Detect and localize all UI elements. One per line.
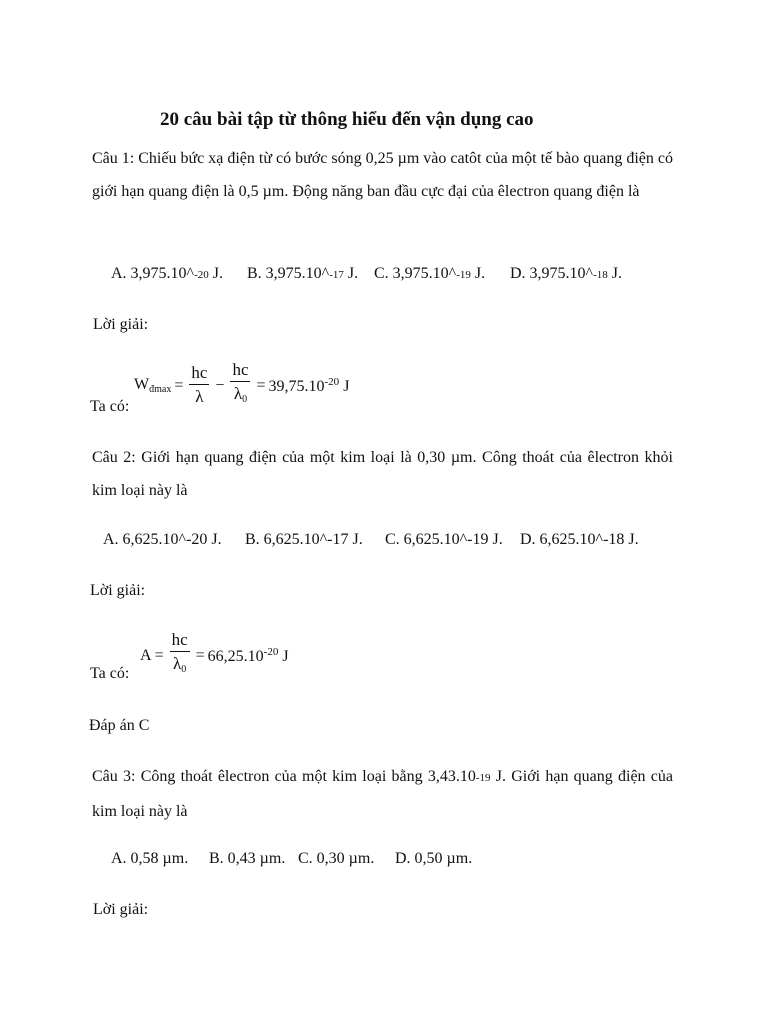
- equals-sign: =: [174, 376, 184, 394]
- question-1-taco: Ta có:: [90, 398, 130, 415]
- question-2-taco: Ta có:: [90, 665, 130, 682]
- question-1-option-c: C. 3,975.10^-19 J.: [374, 265, 486, 282]
- formula-result: $66,25.10^{-20}$ J: [207, 645, 289, 665]
- question-3-option-d: D. 0,50 µm.: [395, 850, 473, 867]
- question-3-option-c: C. 0,30 µm.: [298, 850, 375, 867]
- question-1-solution-label: Lời giải:: [93, 316, 149, 333]
- formula-result: $39,75.10^{-20}$ J: [268, 375, 350, 395]
- question-2-text: Câu 2: Giới hạn quang điện của một kim loại là 0,30 µm. Công thoát của êlectron khỏi kim loại này là: [92, 449, 673, 499]
- equals-sign: =: [154, 646, 164, 664]
- question-2-option-d: D. 6,625.10^-18 J.: [520, 531, 639, 548]
- formula-lhs: Wđmax: [134, 376, 172, 395]
- question-2-solution-label: Lời giải:: [90, 582, 146, 599]
- question-2-option-a: A. 6,625.10^-20 J.: [103, 531, 222, 548]
- question-1-formula: [134, 360, 349, 411]
- question-1-option-b: B. 3,975.10^-17 J.: [247, 265, 359, 282]
- formula-lhs: A: [140, 646, 152, 664]
- fraction-hc-lambda0: $\frac{hc}{\lambda 0}$: [171, 630, 188, 675]
- question-2-option-c: C. 6,625.10^-19 J.: [385, 531, 503, 548]
- question-3-text: Câu 3: Công thoát êlectron của một kim loại bằng 3,43.10-19 J. Giới hạn quang điện của kim loại này là: [92, 768, 673, 820]
- question-1-option-d: D. 3,975.10^-18 J.: [510, 265, 622, 282]
- minus-sign: −: [215, 376, 225, 394]
- question-3-solution-label: Lời giải:: [93, 901, 149, 918]
- question-2-option-b: B. 6,625.10^-17 J.: [245, 531, 363, 548]
- question-2-answer: Đáp án C: [89, 717, 150, 734]
- question-1-option-a: A. 3,975.10^-20 J.: [111, 265, 223, 282]
- fraction-hc-lambda: $\frac{hc}{\lambda}$: [191, 363, 208, 406]
- question-3-option-b: B. 0,43 µm.: [209, 850, 286, 867]
- question-2-formula: [140, 630, 289, 681]
- question-1-text: Câu 1: Chiếu bức xạ điện từ có bước sóng 0,25 µm vào catôt của một tế bào quang điện có giới hạn quang điện là 0,5 µm. Động năng ban đầu cực đại của êlectron quang điện là: [92, 150, 673, 200]
- page-title: 20 câu bài tập từ thông hiểu đến vận dụng cao: [160, 109, 534, 130]
- equals-sign-2: =: [256, 376, 266, 394]
- equals-sign-2: =: [195, 646, 205, 664]
- question-3-option-a: A. 0,58 µm.: [111, 850, 189, 867]
- fraction-hc-lambda0: $\frac{hc}{\lambda 0}$: [232, 360, 249, 405]
